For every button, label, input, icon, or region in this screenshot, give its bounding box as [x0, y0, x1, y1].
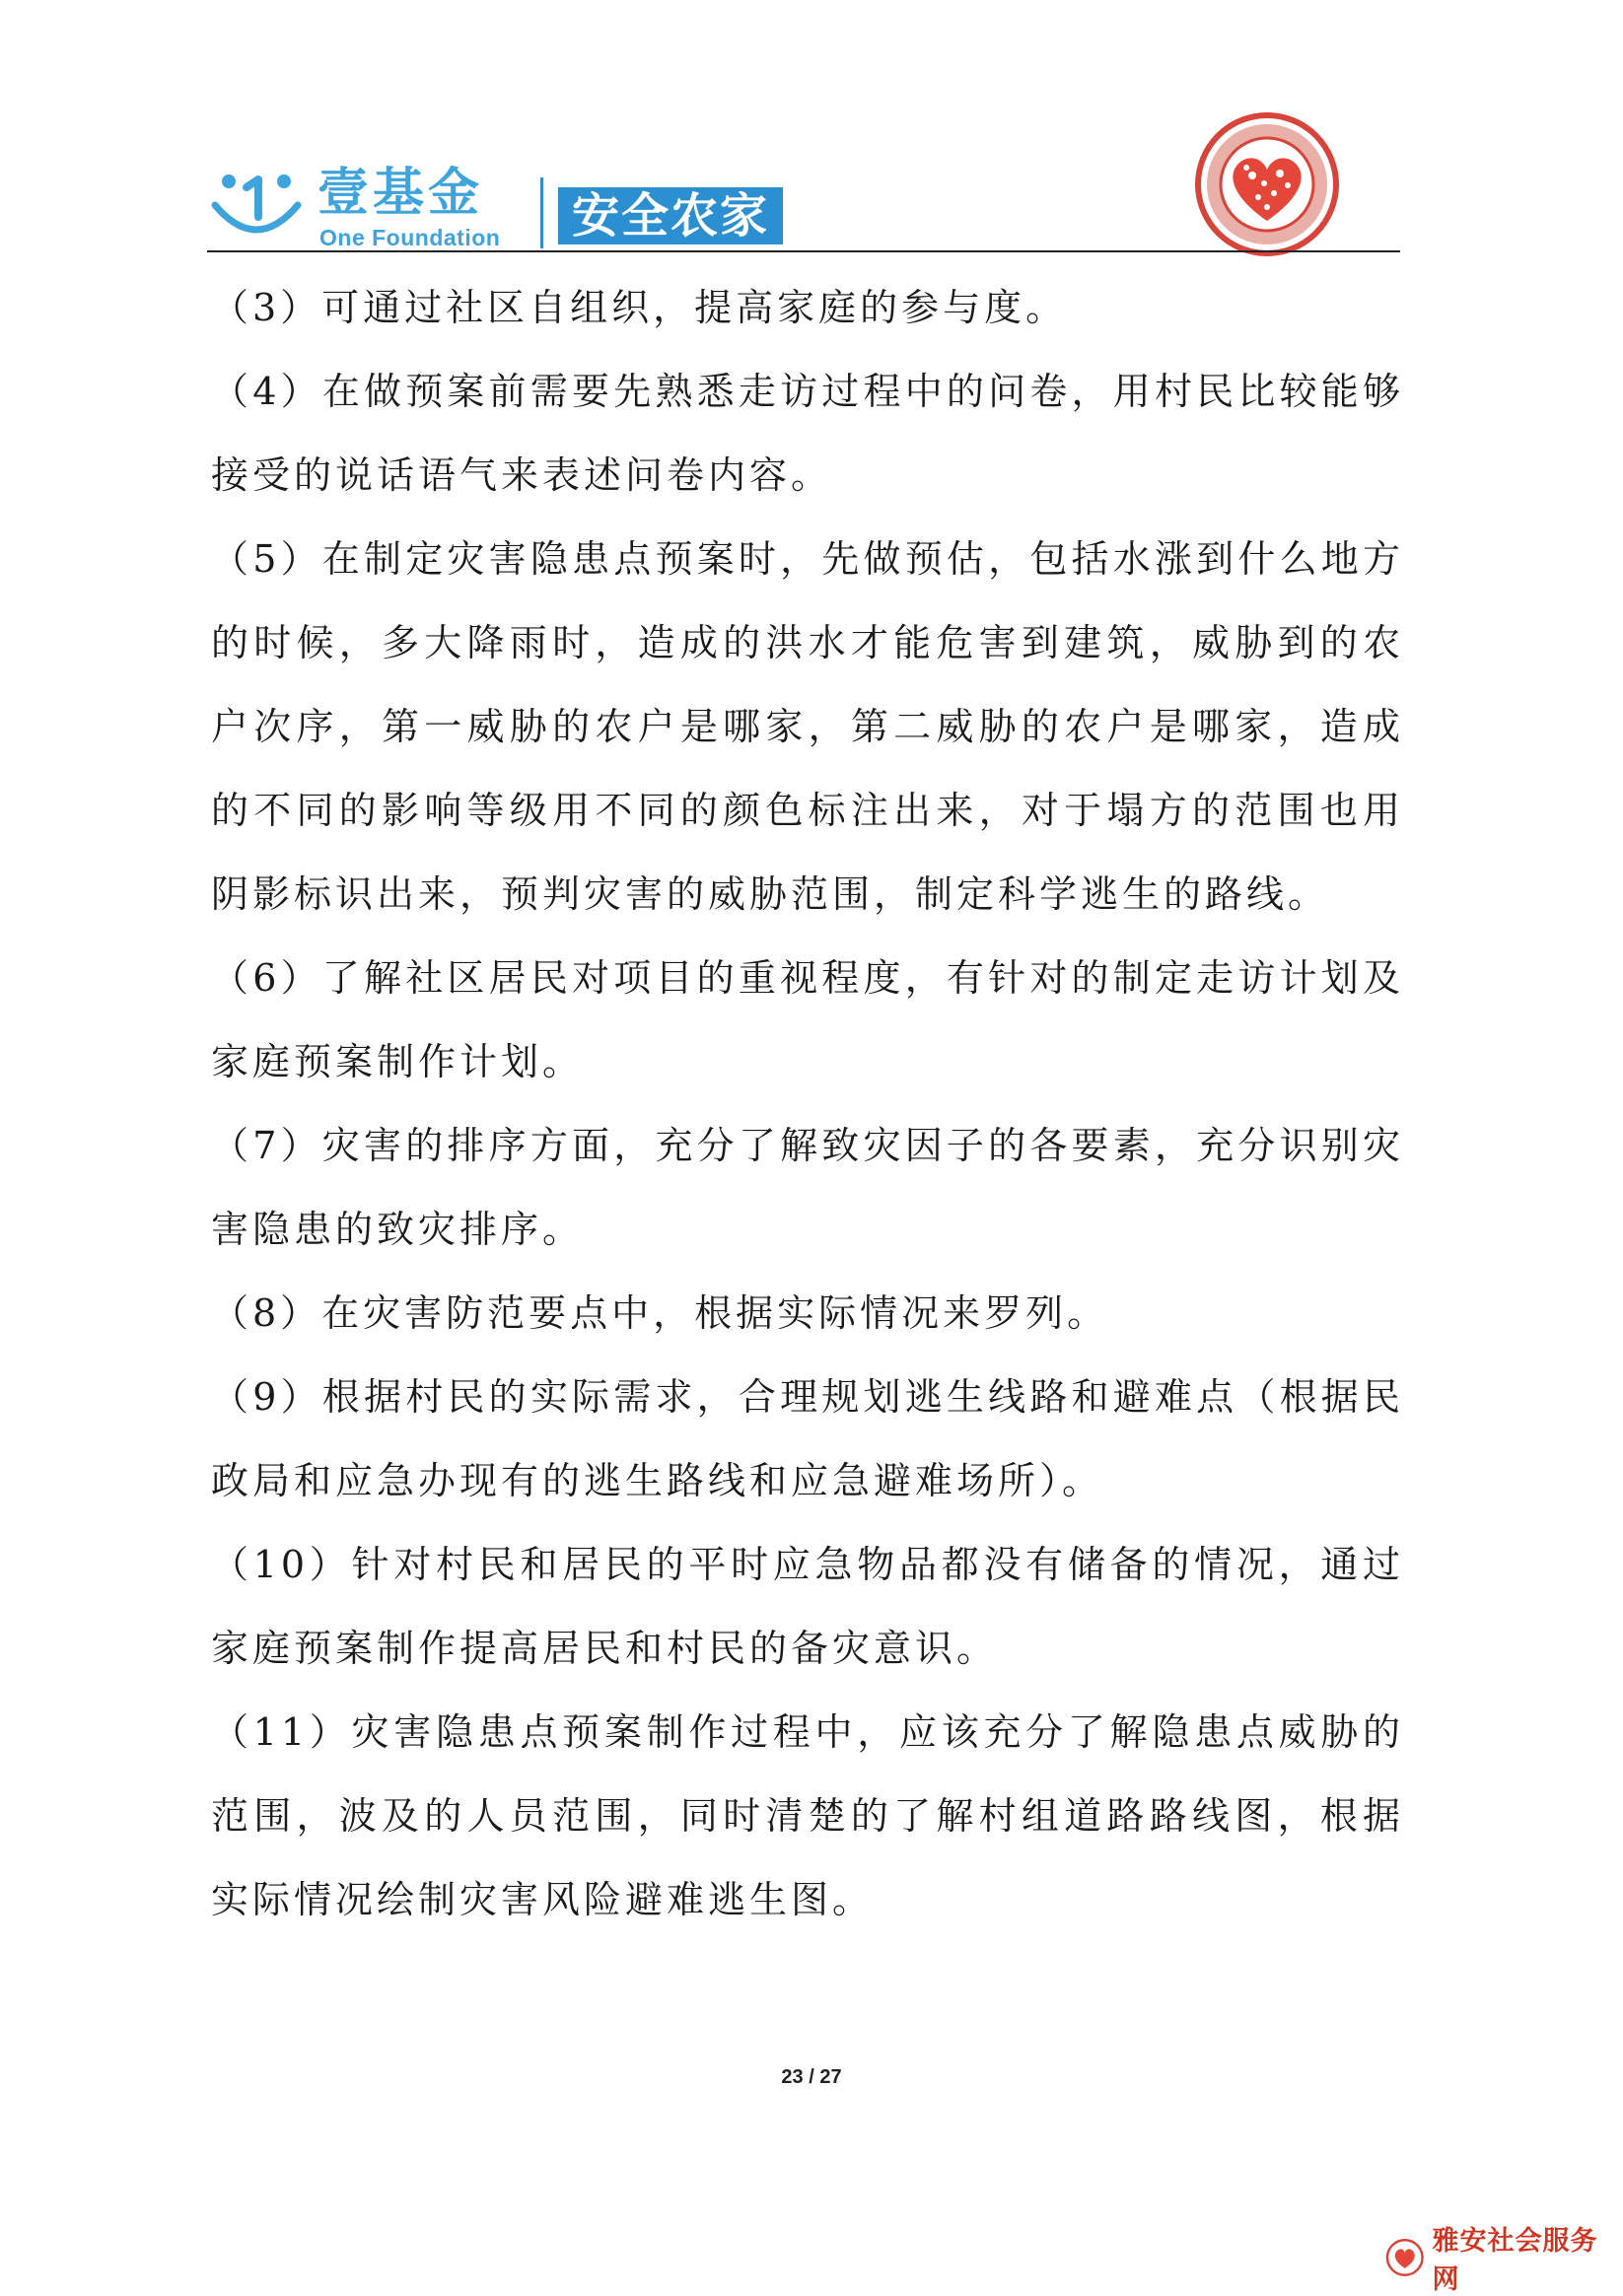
page-number: 23 / 27	[781, 2066, 842, 2088]
paragraph-item-11: （11）灾害隐患点预案制作过程中，应该充分了解隐患点威胁的范围，波及的人员范围，同时清楚的了解村组道路路线图，根据实际情况绘制灾害风险避难逃生图。	[211, 1710, 1404, 1921]
paragraph-item-4: （4）在做预案前需要先熟悉走访过程中的问卷，用村民比较能够接受的说话语气来表述问卷内容。	[211, 370, 1404, 497]
paragraph-item-7: （7）灾害的排序方面，充分了解致灾因子的各要素，充分识别灾害隐患的致灾排序。	[211, 1124, 1404, 1251]
page-header	[207, 148, 1400, 250]
paragraph-item-10: （10）针对村民和居民的平时应急物品都没有储备的情况，通过家庭预案制作提高居民和村民的备灾意识。	[211, 1543, 1404, 1670]
paragraph-item-9: （9）根据村民的实际需求，合理规划逃生线路和避难点（根据民政局和应急办现有的逃生路线和应急避难场所）。	[211, 1375, 1404, 1502]
header-divider-line	[207, 250, 1400, 252]
organization-seal-icon	[1193, 110, 1341, 258]
paragraph-item-8: （8）在灾害防范要点中，根据实际情况来罗列。	[211, 1291, 1109, 1335]
watermark-text: 雅安社会服务网	[1432, 2226, 1598, 2295]
paragraph-item-3: （3）可通过社区自组织，提高家庭的参与度。	[211, 286, 1068, 329]
heart-logo-icon	[1385, 2238, 1424, 2277]
paragraph-item-6: （6）了解社区居民对项目的重视程度，有针对的制定走访计划及家庭预案制作计划。	[211, 956, 1404, 1083]
site-watermark	[1385, 2226, 1623, 2295]
brand-name-cn: 壹基金	[318, 164, 484, 223]
one-foundation-smile-logo	[207, 166, 306, 241]
brand-divider	[540, 177, 543, 248]
brand-name-en: One Foundation	[319, 225, 501, 250]
project-title-badge: 安全农家	[558, 187, 783, 244]
document-body	[211, 266, 1404, 1942]
paragraph-item-5: （5）在制定灾害隐患点预案时，先做预估，包括水涨到什么地方的时候，多大降雨时，造成的洪水才能危害到建筑，威胁到的农户次序，第一威胁的农户是哪家，第二威胁的农户是哪家，造成的不同的影响等级用不同的颜色标注出来，对于塌方的范围也用阴影标识出来，预判灾害的威胁范围，制定科学逃生的路线。	[211, 537, 1404, 916]
